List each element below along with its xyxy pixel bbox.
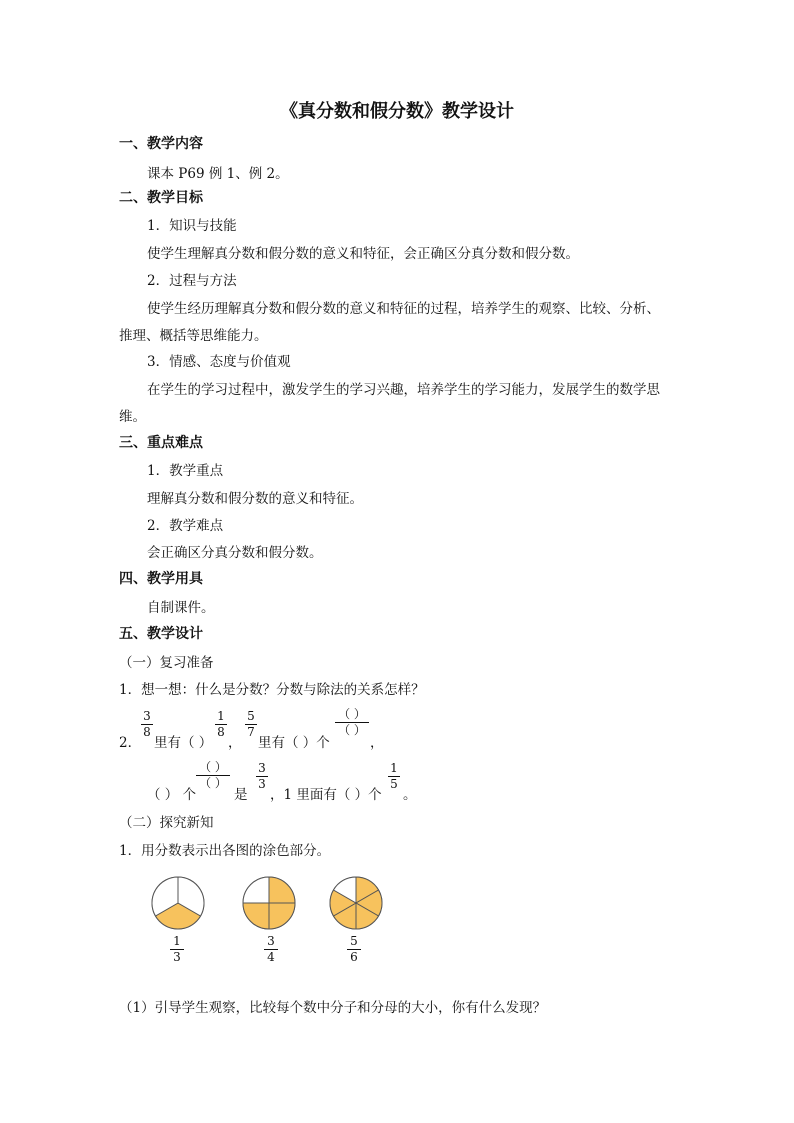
content-text: 课本 P69 例 1、例 2。 [147, 166, 289, 182]
section-heading-design: 五、教学设计 [119, 626, 203, 642]
q2-text-5: ，1 里面有（ ）个 [270, 787, 382, 803]
question-1: 1．想一想：什么是分数？分数与除法的关系怎样？ [119, 682, 425, 698]
part-review: （一）复习准备 [119, 655, 214, 671]
section-heading-tools: 四、教学用具 [119, 571, 203, 587]
goal-text-2b: 推理、概括等思维能力。 [119, 328, 268, 344]
circle-label-1: 1 3 [170, 935, 184, 964]
fraction-3-8: 3 8 [141, 710, 153, 739]
pie-chart-3 [330, 877, 382, 929]
key-sub-2: 2．教学难点 [147, 518, 224, 534]
q2-text-2: 里有（ ）个 [258, 735, 330, 751]
circle-label-3: 5 6 [347, 935, 361, 964]
question-4: （1）引导学生观察，比较每个数中分子和分母的大小，你有什么发现？ [119, 1000, 547, 1016]
pie-slice-shaded [269, 903, 295, 929]
circle-label-2: 3 4 [264, 935, 278, 964]
pie-chart-1 [152, 877, 204, 929]
goal-sub-3: 3．情感、态度与价值观 [147, 354, 291, 370]
goal-text-2a: 使学生经历理解真分数和假分数的意义和特征的过程，培养学生的观察、比较、分析、 [147, 301, 660, 317]
q2-text-1: 里有（ ） [154, 735, 213, 751]
goal-sub-2: 2．过程与方法 [147, 273, 237, 289]
key-text-1: 理解真分数和假分数的意义和特征。 [147, 491, 363, 507]
q2-comma-1: ， [228, 735, 242, 751]
question-3: 1．用分数表示出各图的涂色部分。 [119, 843, 331, 859]
section-heading-goals: 二、教学目标 [119, 190, 203, 206]
key-sub-1: 1．教学重点 [147, 463, 224, 479]
goal-sub-1: 1．知识与技能 [147, 218, 237, 234]
section-heading-content: 一、教学内容 [119, 136, 203, 152]
pie-slice-empty [243, 877, 269, 903]
fraction-blank-1: （ ） （ ） [335, 708, 369, 737]
goal-text-3a: 在学生的学习过程中，激发学生的学习兴趣，培养学生的学习能力，发展学生的数学思 [147, 382, 660, 398]
tools-text: 自制课件。 [147, 600, 215, 616]
key-text-2: 会正确区分真分数和假分数。 [147, 545, 323, 561]
part-explore: （二）探究新知 [119, 815, 214, 831]
pie-slice-shaded [269, 877, 295, 903]
pie-slice-shaded [243, 903, 269, 929]
fraction-blank-2: （ ） （ ） [196, 761, 230, 790]
goal-text-3b: 维。 [119, 409, 146, 425]
fraction-1-8: 1 8 [215, 710, 227, 739]
fraction-circles [0, 870, 794, 990]
fraction-1-5: 1 5 [388, 762, 400, 791]
section-heading-key-points: 三、重点难点 [119, 435, 203, 451]
q2-period: 。 [403, 787, 417, 803]
q2-text-4: 是 [234, 787, 248, 803]
question-2-number: 2． [119, 735, 142, 751]
goal-text-1: 使学生理解真分数和假分数的意义和特征，会正确区分真分数和假分数。 [147, 246, 579, 262]
q2-comma-2: ， [370, 735, 384, 751]
page-title: 《真分数和假分数》教学设计 [280, 101, 514, 122]
fraction-5-7: 5 7 [245, 710, 257, 739]
q2-text-3: （ ） 个 [147, 787, 197, 803]
pie-chart-2 [243, 877, 295, 929]
fraction-3-3: 3 3 [256, 762, 268, 791]
